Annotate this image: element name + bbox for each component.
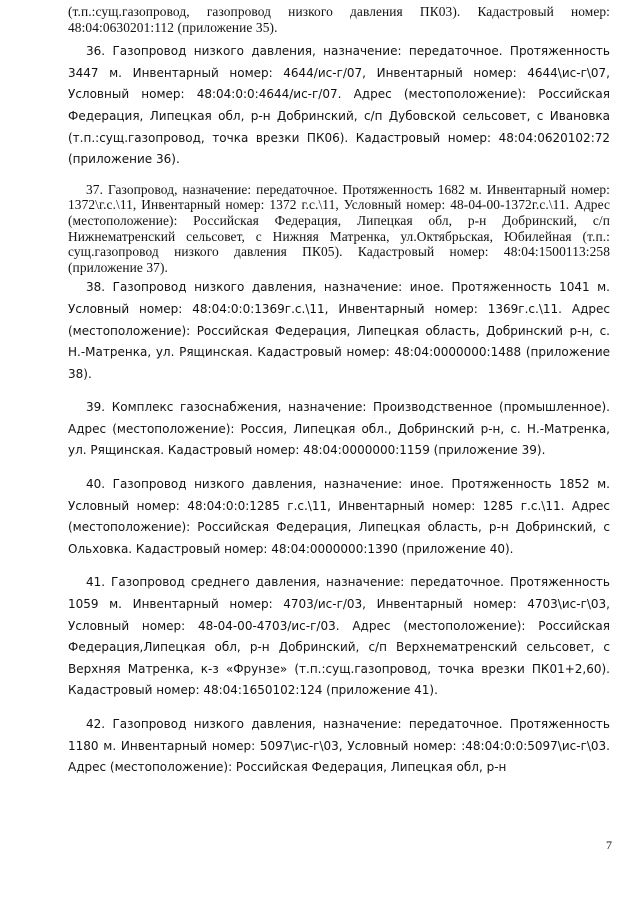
- paragraph-39: 39. Комплекс газоснабжения, назначение: Производственное (промышленное). Адрес (местоположение): Россия, Липецкая обл., Добринский р-н, с. Н.-Матренка, ул. Рящинская. Кадастровый номер: 48:04:0000000:1159 (приложение 39).: [68, 400, 610, 458]
- paragraph-36: 36. Газопровод низкого давления, назначение: передаточное. Протяженность 3447 м. Инвентарный номер: 4644/ис-г/07, Инвентарный номер: 4644\ис-г\07, Условный номер: 48:04:0:0:4644/ис-г/07. Адрес (местоположение): Российская Федерация, Липецкая обл, р-н Добринский, с/п Дубовской сельсовет, с Ивановка (т.п.:сущ.газопровод, точка врезки ПК06). Кадастровый номер: 48:04:0620102:72 (приложение 36).: [68, 44, 610, 167]
- paragraph-40: 40. Газопровод низкого давления, назначение: иное. Протяженность 1852 м. Условный номер: 48:04:0:0:1285 г.с.\11, Инвентарный номер: 1285 г.с.\11. Адрес (местоположение): Российская Федерация, Липецкая область, р-н Добринский, с Ольховка. Кадастровый номер: 48:04:0000000:1390 (приложение 40).: [68, 477, 610, 556]
- page-number: 7: [606, 838, 612, 852]
- paragraph-41: 41. Газопровод среднего давления, назначение: передаточное. Протяженность 1059 м. Инвентарный номер: 4703/ис-г/03, Инвентарный номер: 4703\ис-г\03, Условный номер: 48-04-00-4703/ис-г/03. Адрес (местоположение): Российская Федерация,Липецкая обл, р-н Добринский, с/п Верхнематренский сельсовет, с Верхняя Матренка, к-з «Фрунзе» (т.п.:сущ.газопровод, точка врезки ПК01+2,60). Кадастровый номер: 48:04:1650102:124 (приложение 41).: [68, 575, 610, 698]
- paragraph-37: 37. Газопровод, назначение: передаточное. Протяженность 1682 м. Инвентарный номер: 1372\г.с.\11, Инвентарный номер: 1372 г.с.\11, Условный номер: 48-04-00-1372г.с.\11. Адрес (местоположение): Российская Федерация, Липецкая обл, р-н Добринский, с/п Нижнематренский сельсовет, с Нижняя Матренка, ул.Октябрьская, Юбилейная (т.п.: сущ.газопровод низкого давления ПК05). Кадастровый номер: 48:04:1500113:258 (приложение 37).: [68, 181, 610, 275]
- paragraph-42: 42. Газопровод низкого давления, назначение: передаточное. Протяженность 1180 м. Инвентарный номер: 5097\ис-г\03, Условный номер: :48:04:0:0:5097\ис-г\03. Адрес (местоположение): Российская Федерация, Липецкая обл, р-н: [68, 717, 610, 775]
- paragraph-35-continuation: (т.п.:сущ.газопровод, газопровод низкого давления ПК03). Кадастровый номер: 48:04:0630201:112 (приложение 35).: [68, 4, 610, 35]
- paragraph-38: 38. Газопровод низкого давления, назначение: иное. Протяженность 1041 м. Условный номер: 48:04:0:0:1369г.с.\11, Инвентарный номер: 1369г.с.\11. Адрес (местоположение): Российская Федерация, Липецкая область, Добринский р-н, с. Н.-Матренка, ул. Рящинская. Кадастровый номер: 48:04:0000000:1488 (приложение 38).: [68, 280, 610, 381]
